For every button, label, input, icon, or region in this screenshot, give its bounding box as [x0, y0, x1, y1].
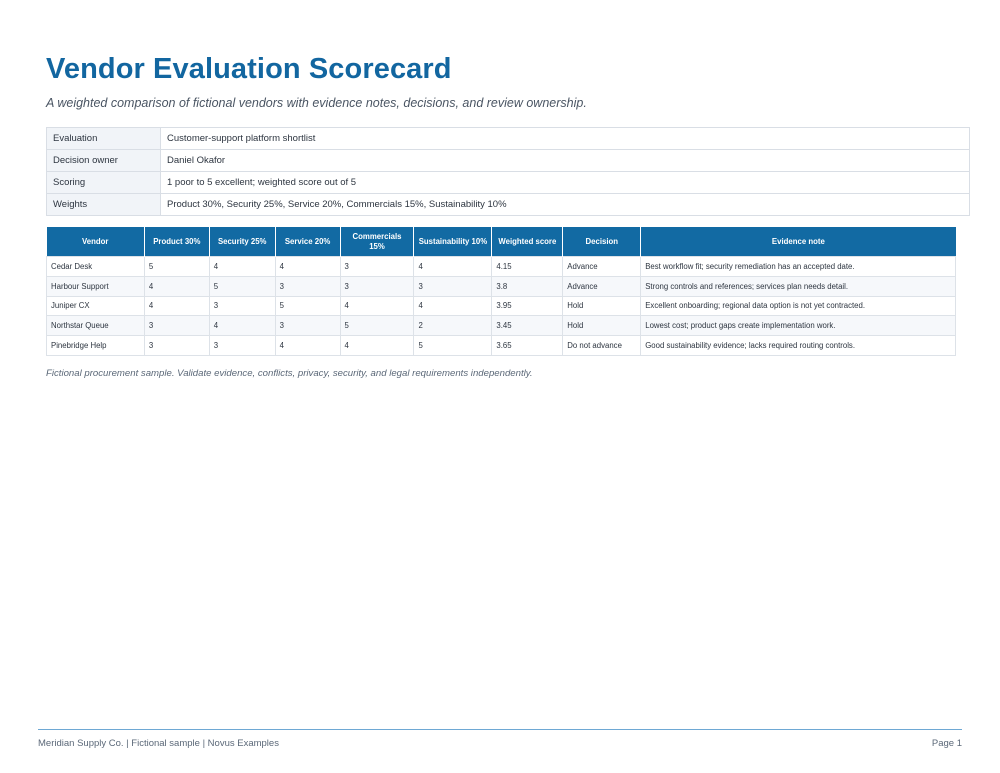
service-score-cell: 5	[275, 296, 340, 316]
vendor-scorecard-table	[46, 227, 956, 356]
sustainability-score-cell: 3	[414, 276, 492, 296]
column-header-vendor: Vendor	[47, 227, 145, 257]
sustainability-score-cell: 2	[414, 316, 492, 336]
commercials-score-cell: 5	[340, 316, 414, 336]
vendor-cell: Cedar Desk	[47, 257, 145, 277]
product-score-cell: 4	[144, 296, 209, 316]
details-label: Scoring	[47, 172, 161, 194]
weighted-score-cell: 3.45	[492, 316, 563, 336]
decision-cell: Advance	[563, 276, 641, 296]
sustainability-score-cell: 4	[414, 296, 492, 316]
security-score-cell: 5	[209, 276, 275, 296]
evidence-note-cell: Good sustainability evidence; lacks required routing controls.	[641, 336, 956, 356]
details-label: Weights	[47, 194, 161, 216]
sustainability-score-cell: 5	[414, 336, 492, 356]
security-score-cell: 3	[209, 296, 275, 316]
product-score-cell: 5	[144, 257, 209, 277]
details-value: Daniel Okafor	[161, 150, 970, 172]
column-header-evidence-note: Evidence note	[641, 227, 956, 257]
evidence-note-cell: Strong controls and references; services plan needs detail.	[641, 276, 956, 296]
commercials-score-cell: 4	[340, 296, 414, 316]
page-subtitle: A weighted comparison of fictional vendors with evidence notes, decisions, and review ownership.	[46, 96, 587, 110]
vendor-cell: Juniper CX	[47, 296, 145, 316]
column-header-service: Service 20%	[275, 227, 340, 257]
commercials-score-cell: 4	[340, 336, 414, 356]
security-score-cell: 4	[209, 257, 275, 277]
column-header-security: Security 25%	[209, 227, 275, 257]
table-row	[47, 257, 956, 277]
table-row	[47, 316, 956, 336]
evaluation-details-table	[46, 127, 970, 216]
details-value: Product 30%, Security 25%, Service 20%, Commercials 15%, Sustainability 10%	[161, 194, 970, 216]
page-title: Vendor Evaluation Scorecard	[46, 53, 452, 85]
security-score-cell: 3	[209, 336, 275, 356]
weighted-score-cell: 3.65	[492, 336, 563, 356]
sustainability-score-cell: 4	[414, 257, 492, 277]
table-row	[47, 336, 956, 356]
table-header-row	[47, 227, 956, 257]
product-score-cell: 3	[144, 336, 209, 356]
decision-cell: Advance	[563, 257, 641, 277]
footer-text: Meridian Supply Co. | Fictional sample | Novus Examples	[38, 738, 279, 749]
service-score-cell: 3	[275, 276, 340, 296]
product-score-cell: 4	[144, 276, 209, 296]
details-row	[47, 150, 970, 172]
commercials-score-cell: 3	[340, 257, 414, 277]
evidence-note-cell: Lowest cost; product gaps create implementation work.	[641, 316, 956, 336]
vendor-cell: Pinebridge Help	[47, 336, 145, 356]
column-header-product: Product 30%	[144, 227, 209, 257]
evidence-note-cell: Best workflow fit; security remediation has an accepted date.	[641, 257, 956, 277]
evidence-note-cell: Excellent onboarding; regional data option is not yet contracted.	[641, 296, 956, 316]
column-header-decision: Decision	[563, 227, 641, 257]
vendor-cell: Northstar Queue	[47, 316, 145, 336]
page-number: Page 1	[931, 738, 962, 749]
details-row	[47, 194, 970, 216]
decision-cell: Hold	[563, 296, 641, 316]
decision-cell: Hold	[563, 316, 641, 336]
weighted-score-cell: 4.15	[492, 257, 563, 277]
footer-divider	[38, 729, 962, 730]
details-value: 1 poor to 5 excellent; weighted score out of 5	[161, 172, 970, 194]
details-value: Customer-support platform shortlist	[161, 128, 970, 150]
column-header-weighted-score: Weighted score	[492, 227, 563, 257]
service-score-cell: 4	[275, 257, 340, 277]
details-row	[47, 172, 970, 194]
product-score-cell: 3	[144, 316, 209, 336]
service-score-cell: 3	[275, 316, 340, 336]
decision-cell: Do not advance	[563, 336, 641, 356]
commercials-score-cell: 3	[340, 276, 414, 296]
security-score-cell: 4	[209, 316, 275, 336]
service-score-cell: 4	[275, 336, 340, 356]
column-header-sustainability: Sustainability 10%	[414, 227, 492, 257]
details-row	[47, 128, 970, 150]
details-label: Decision owner	[47, 150, 161, 172]
column-header-commercials: Commercials 15%	[340, 227, 414, 257]
weighted-score-cell: 3.95	[492, 296, 563, 316]
vendor-cell: Harbour Support	[47, 276, 145, 296]
details-label: Evaluation	[47, 128, 161, 150]
disclaimer-note: Fictional procurement sample. Validate evidence, conflicts, privacy, security, and legal requirements independently.	[46, 368, 533, 379]
table-row	[47, 276, 956, 296]
table-row	[47, 296, 956, 316]
weighted-score-cell: 3.8	[492, 276, 563, 296]
